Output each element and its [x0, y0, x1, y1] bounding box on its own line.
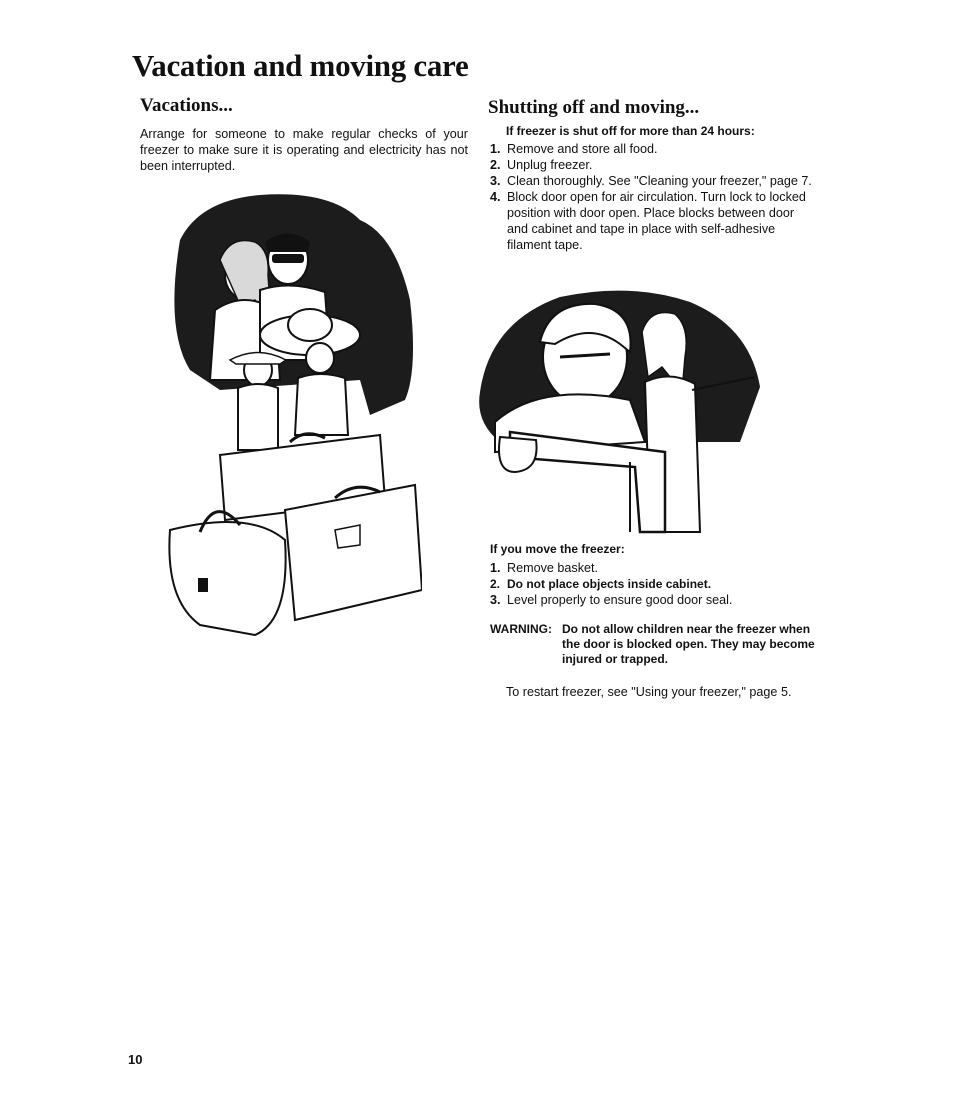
restart-text: To restart freezer, see "Using your freezer," page 5.: [506, 685, 792, 699]
warning-label: WARNING:: [490, 622, 552, 636]
move-subheading: If you move the freezer:: [490, 542, 625, 556]
page-number: 10: [128, 1052, 143, 1067]
step-text: Block door open for air circulation. Turn lock to locked position with door open. Place blocks between door and cabinet and tape in place with self-adhesive filament tape.: [507, 190, 806, 252]
family-luggage-illustration: [160, 180, 422, 640]
moving-freezer-illustration: [470, 282, 770, 537]
step-number: 3.: [490, 174, 501, 188]
warning-block: [490, 622, 820, 667]
step-number: 3.: [490, 593, 501, 607]
list-item: [490, 576, 820, 592]
list-item: [490, 173, 818, 189]
vacations-text: Arrange for someone to make regular checks of your freezer to make sure it is operating and electricity has not been interrupted.: [140, 127, 468, 173]
shut-off-steps: [490, 141, 818, 253]
step-number: 4.: [490, 190, 501, 204]
vacations-heading: Vacations...: [140, 95, 233, 116]
page-title: Vacation and moving care: [132, 48, 469, 83]
shut-off-subheading: If freezer is shut off for more than 24 hours:: [506, 124, 755, 138]
step-text: Unplug freezer.: [507, 158, 593, 172]
list-item: [490, 141, 818, 157]
step-text: Do not place objects inside cabinet.: [507, 577, 712, 591]
step-number: 2.: [490, 158, 501, 172]
step-number: 2.: [490, 577, 501, 591]
moving-heading: Shutting off and moving...: [488, 97, 700, 118]
step-text: Remove basket.: [507, 561, 598, 575]
step-text: Remove and store all food.: [507, 142, 658, 156]
move-steps: [490, 560, 820, 608]
list-item: [490, 592, 820, 608]
step-number: 1.: [490, 142, 501, 156]
list-item: [490, 189, 818, 253]
list-item: [490, 157, 818, 173]
step-text: Clean thoroughly. See "Cleaning your freezer," page 7.: [507, 174, 812, 188]
step-text: Level properly to ensure good door seal.: [507, 593, 733, 607]
list-item: [490, 560, 820, 576]
warning-text: Do not allow children near the freezer when the door is blocked open. They may become injured or trapped.: [562, 622, 815, 666]
step-number: 1.: [490, 561, 501, 575]
